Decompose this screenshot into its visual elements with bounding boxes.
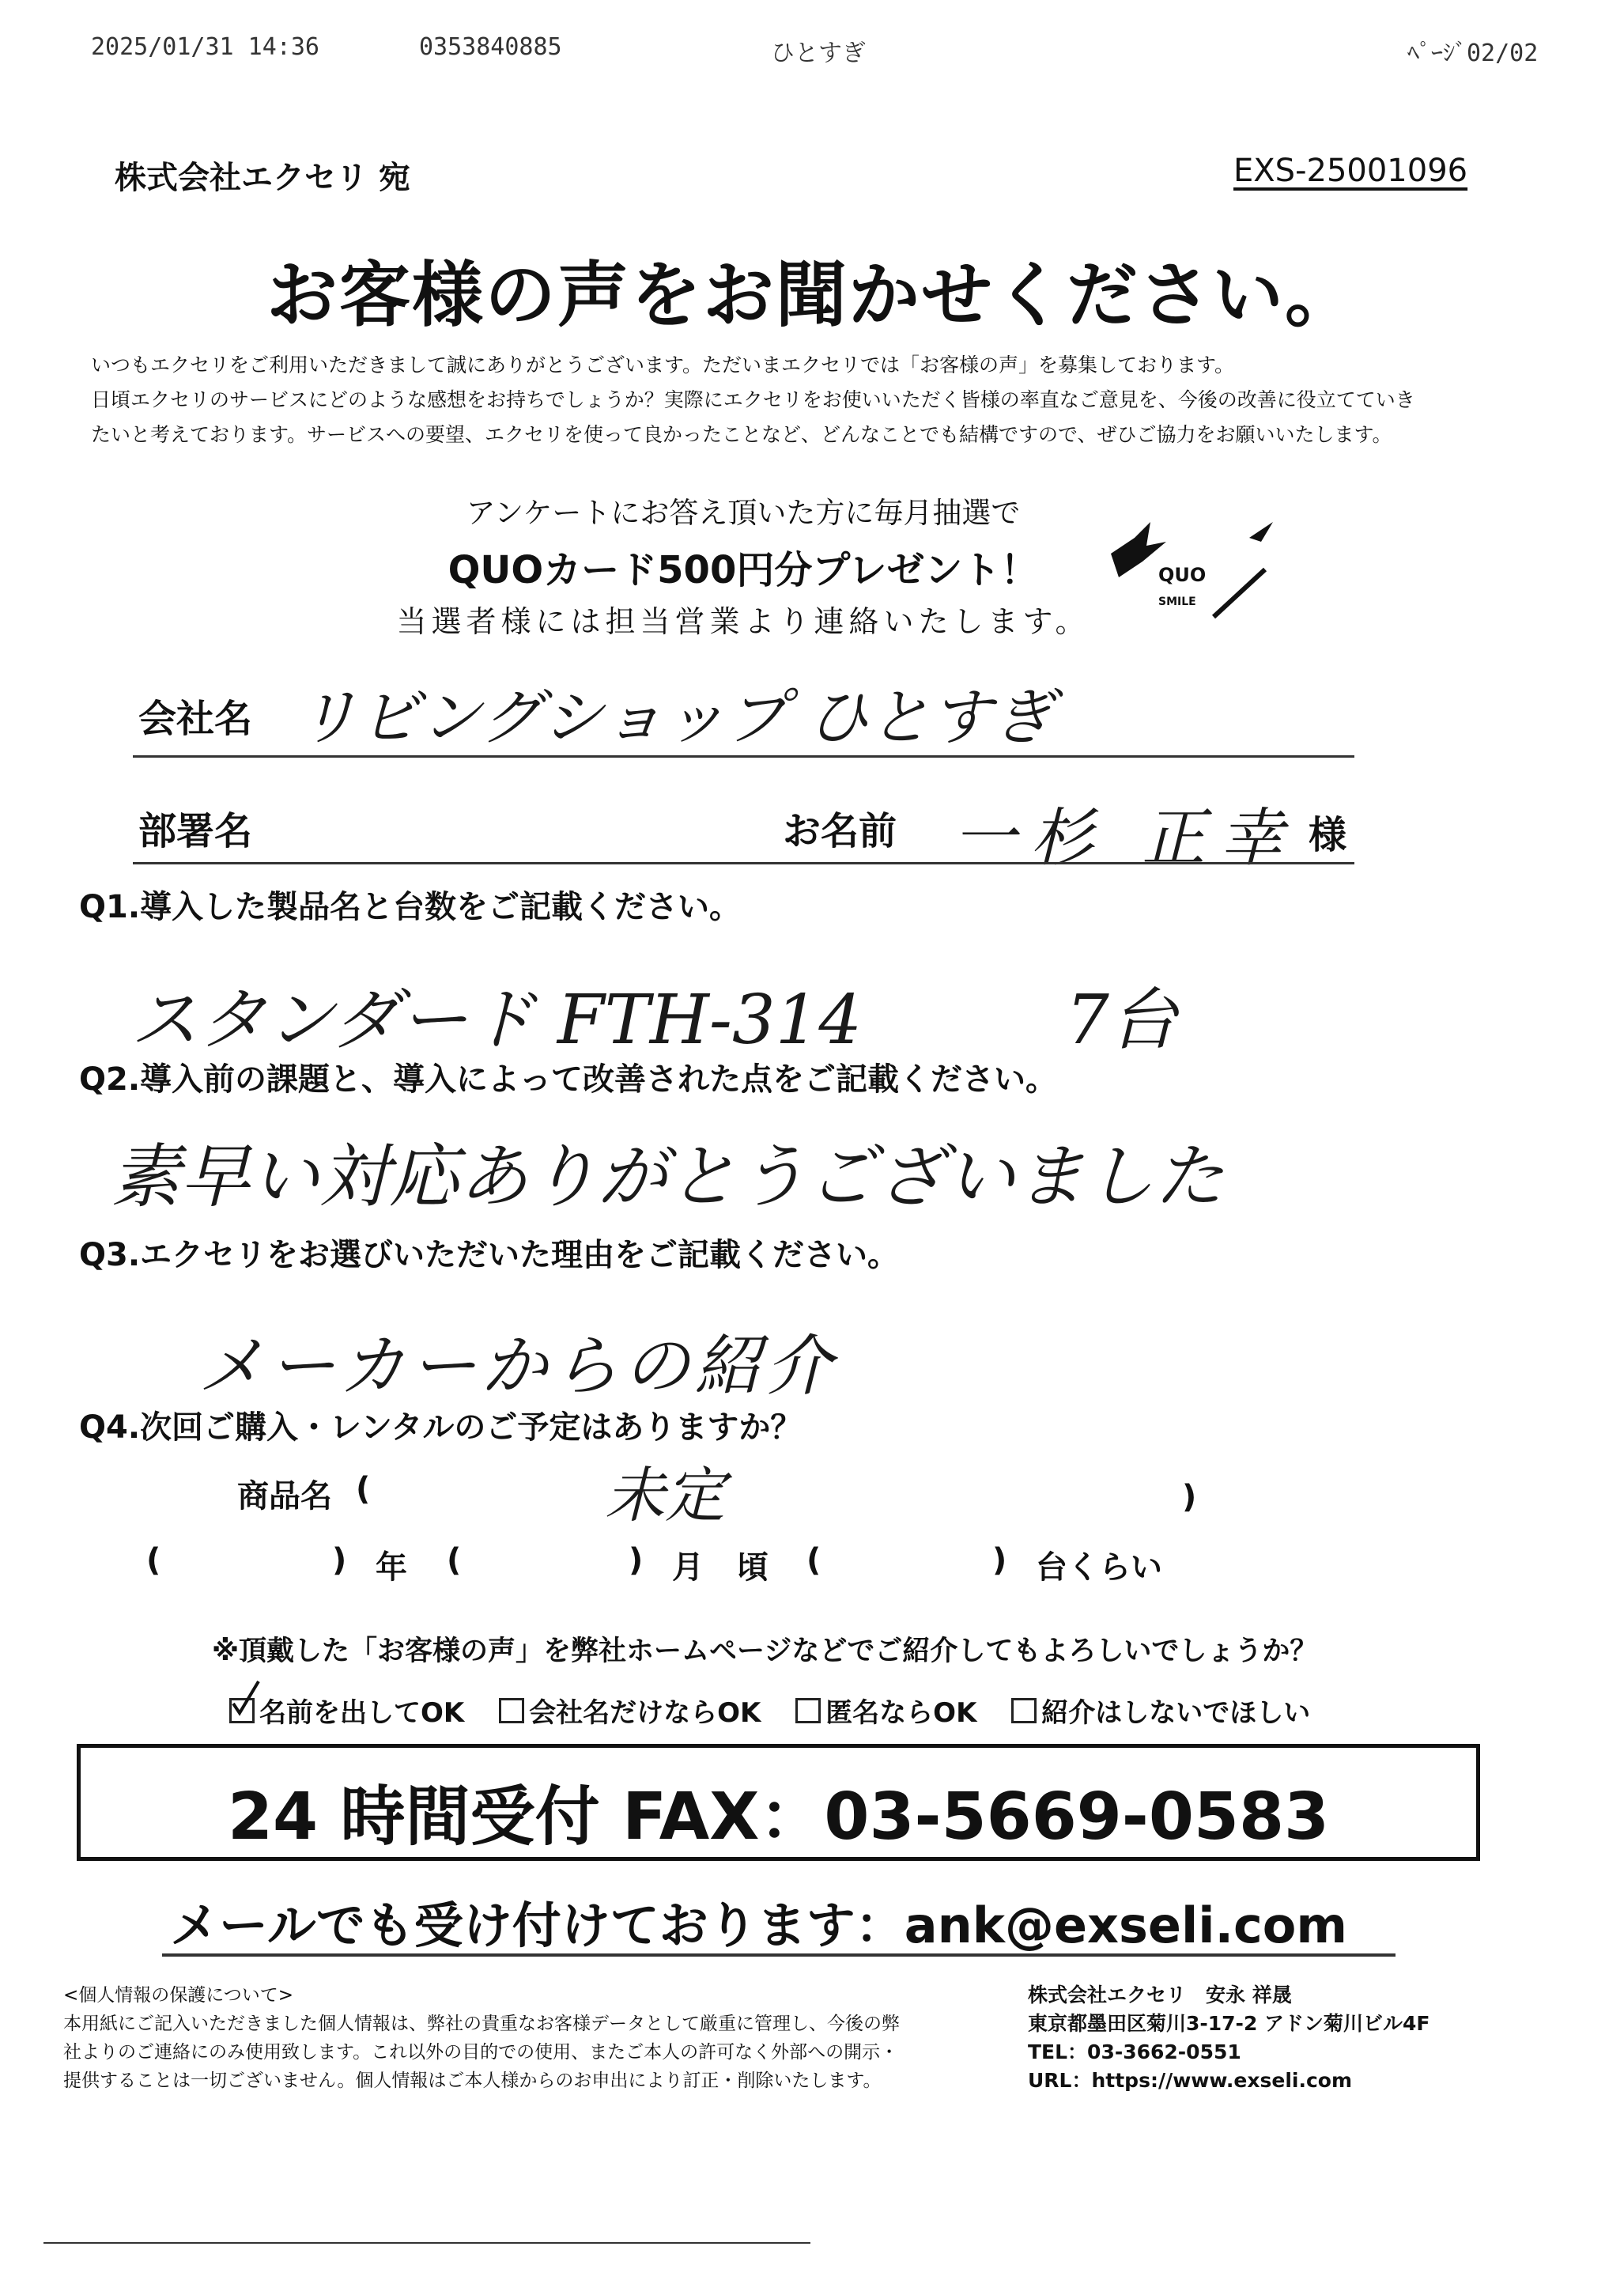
contact-tel: TEL：03-3662-0551 — [1028, 2040, 1241, 2063]
privacy-line: 提供することは一切ございません。個人情報はご本人様からのお申出により訂正・削除いたします。 — [63, 2071, 882, 2091]
q4-units-open: ( — [806, 1542, 821, 1579]
q4-product-label: 商品名 — [237, 1478, 332, 1515]
company-value: リビングショップ ひとすぎ — [296, 683, 1054, 754]
addressee: 株式会社エクセリ 宛 — [115, 160, 410, 196]
fax-sender-number: 0353840885 — [419, 33, 562, 61]
q1-answer: スタンダード FTH-314 7台 — [130, 981, 1177, 1060]
q4-year-close: ) — [332, 1542, 347, 1579]
honorific: 様 — [1309, 813, 1347, 857]
q4-product-open: ( — [356, 1471, 371, 1507]
intro-text — [91, 348, 1415, 452]
q4-year-open: ( — [146, 1542, 161, 1579]
q2-label: Q2.導入前の課題と、導入によって改善された点をご記載ください。 — [79, 1061, 1058, 1098]
q3-answer: メーカーからの紹介 — [198, 1327, 837, 1405]
consent-options — [229, 1691, 1335, 1730]
fax-box-text: 24 時間受付 FAX：03-5669-0583 — [227, 1779, 1330, 1855]
page-title: お客様の声をお聞かせください。 — [266, 254, 1358, 337]
checkbox-checked[interactable] — [229, 1698, 255, 1723]
privacy-heading: <個人情報の保護について> — [63, 1985, 294, 2006]
consent-option-label: 名前を出してOK — [259, 1697, 465, 1729]
q2-answer: 素早い対応ありがとうございました — [111, 1136, 1225, 1217]
quo-card-logo — [1095, 506, 1285, 621]
contact-block — [1028, 1981, 1430, 2095]
fax-page-number: ﾍﾟｰｼﾞ02/02 — [1407, 40, 1539, 67]
intro-line: たいと考えております。サービスへの要望、エクセリを使って良かったことなど、どんなことでも結構ですので、ぜひご協力をお願いいたします。 — [91, 423, 1392, 446]
department-label: 部署名 — [138, 809, 253, 853]
name-label: お名前 — [783, 809, 897, 853]
campaign-line3: 当選者様には担当営業より連絡いたします。 — [396, 604, 1090, 639]
mail-underline — [162, 1953, 1396, 1957]
q4-units-label: 台くらい — [1036, 1549, 1162, 1586]
campaign-line2: QUOカード500円分プレゼント！ — [448, 548, 1039, 592]
name-underline — [133, 862, 1354, 864]
contact-address: 東京都墨田区菊川3-17-2 アドン菊川ビル4F — [1028, 2012, 1430, 2035]
consent-option-company-ok[interactable] — [499, 1691, 761, 1730]
q4-units-close: ) — [992, 1542, 1007, 1579]
privacy-line: 社よりのご連絡にのみ使用致します。これ以外の目的での使用、またご本人の許可なく外部への開示・ — [63, 2042, 899, 2063]
name-value: 一杉 正幸 — [953, 801, 1297, 875]
checkbox-unchecked[interactable] — [1011, 1698, 1037, 1723]
q4-product-value: 未定 — [605, 1460, 725, 1530]
q4-product-close: ) — [1182, 1479, 1197, 1515]
contact-url[interactable]: URL：https://www.exseli.com — [1028, 2069, 1352, 2092]
q1-label: Q1.導入した製品名と台数をご記載ください。 — [79, 889, 742, 925]
consent-option-anonymous-ok[interactable] — [795, 1691, 976, 1730]
consent-option-label: 匿名ならOK — [825, 1697, 977, 1729]
quo-logo-sub: SMILE — [1158, 596, 1196, 608]
handwritten-check-icon — [232, 1680, 263, 1719]
privacy-notice — [63, 1981, 900, 2095]
quo-bird-icon — [1095, 506, 1285, 621]
contact-company: 株式会社エクセリ 安永 祥晟 — [1028, 1984, 1292, 2006]
document-id: EXS-25001096 — [1233, 153, 1468, 189]
q4-year-label: 年 — [376, 1549, 407, 1586]
quo-logo-text: QUO — [1158, 564, 1207, 586]
q4-month-open: ( — [447, 1542, 462, 1579]
intro-line: 日頃エクセリのサービスにどのような感想をお持ちでしょうか？実際にエクセリをお使いいただく皆様の率直なご意見を、今後の改善に役立てていき — [91, 388, 1415, 411]
company-label: 会社名 — [138, 697, 253, 741]
privacy-line: 本用紙にご記入いただきました個人情報は、弊社の貴重なお客様データとして厳重に管理し、今後の弊 — [63, 2014, 900, 2034]
consent-option-label: 会社名だけならOK — [529, 1697, 761, 1729]
campaign-line1: アンケートにお答え頂いた方に毎月抽選で — [466, 496, 1021, 530]
fax-number-box — [77, 1744, 1480, 1861]
scan-line — [43, 2242, 810, 2244]
q3-label: Q3.エクセリをお選びいただいた理由をご記載ください。 — [79, 1237, 900, 1273]
mail-line-text[interactable]: メールでも受け付けております：ank@exseli.com — [170, 1897, 1347, 1954]
q4-month-close: ) — [629, 1542, 644, 1579]
consent-option-name-ok[interactable] — [229, 1691, 464, 1730]
q4-label: Q4.次回ご購入・レンタルのご予定はありますか？ — [79, 1409, 803, 1446]
q4-month-label: 月 頃 — [672, 1549, 780, 1586]
consent-option-label: 紹介はしないでほしい — [1041, 1697, 1311, 1729]
company-underline — [133, 755, 1354, 758]
fax-datetime: 2025/01/31 14:36 — [91, 33, 319, 61]
fax-sender-name: ひとすぎ — [771, 40, 866, 67]
consent-option-no-intro[interactable] — [1011, 1691, 1310, 1730]
checkbox-unchecked[interactable] — [499, 1698, 524, 1723]
mail-contact-line — [170, 1886, 1347, 1957]
intro-line: いつもエクセリをご利用いただきまして誠にありがとうございます。ただいまエクセリでは「お客様の声」を募集しております。 — [91, 354, 1235, 376]
consent-question: ※頂戴した「お客様の声」を弊社ホームページなどでご紹介してもよろしいでしょうか？ — [212, 1636, 1318, 1667]
checkbox-unchecked[interactable] — [795, 1698, 821, 1723]
